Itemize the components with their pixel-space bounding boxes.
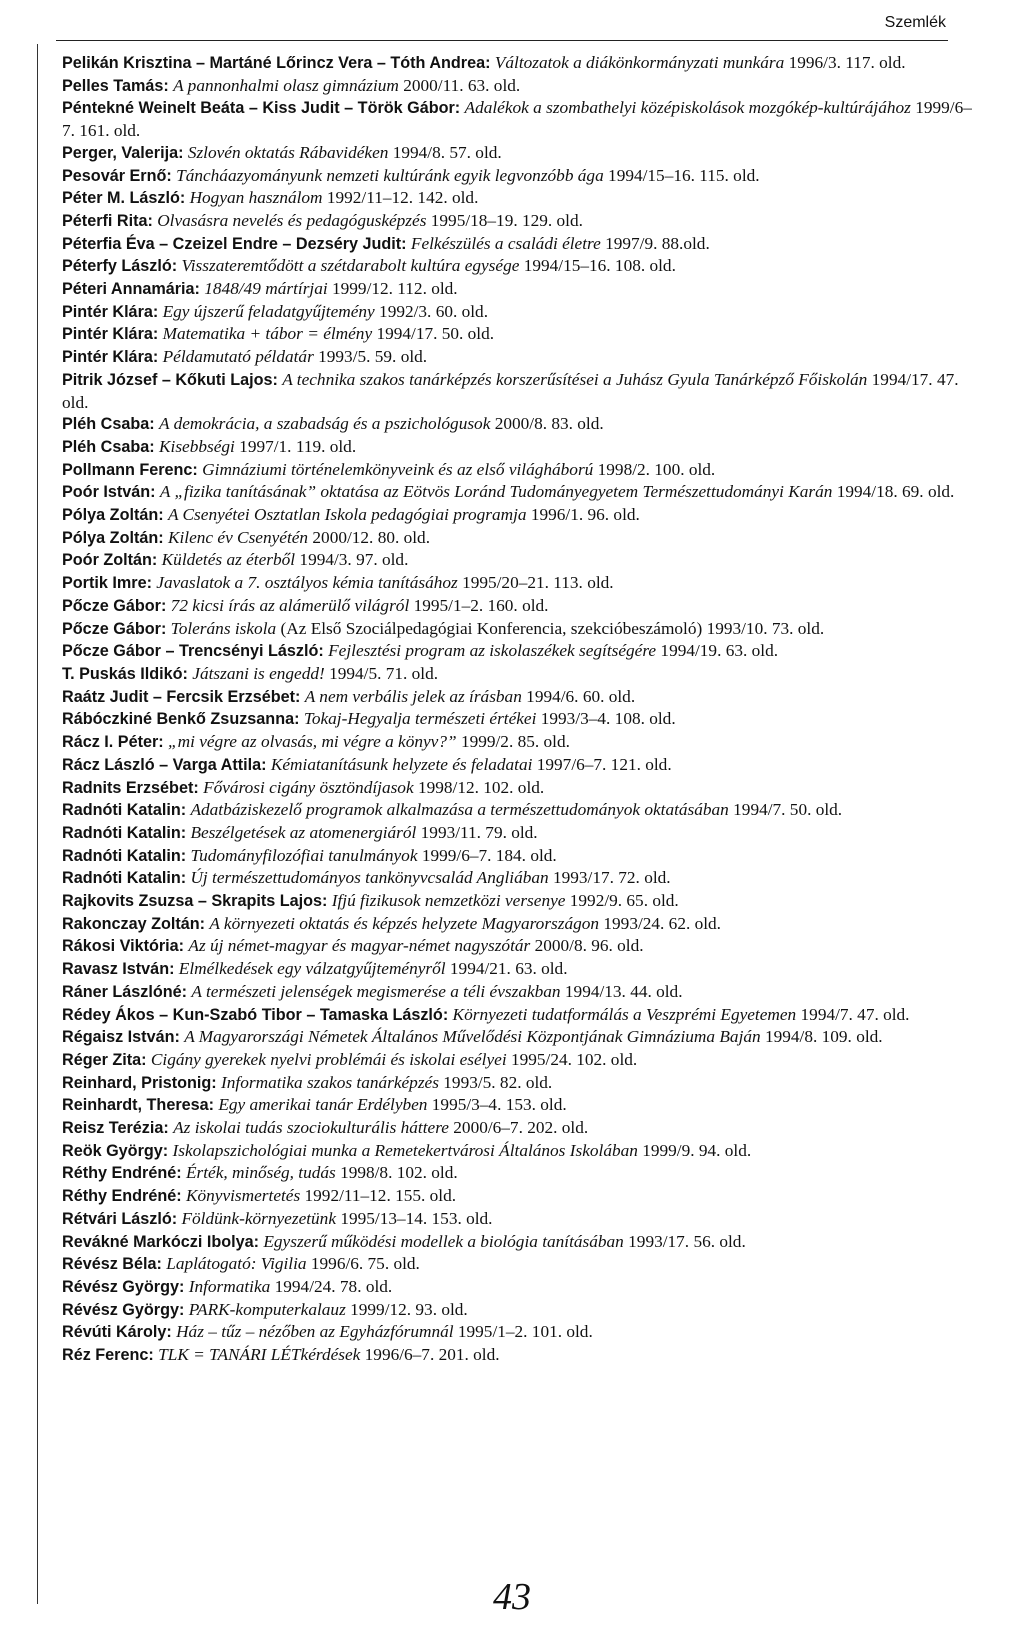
entry-author: Réthy Endréné: [62,1187,182,1206]
entry-author: Révész György: [62,1277,185,1296]
entry-title: A „fizika tanításának” oktatása az Eötvös Loránd Tudományegyetem Természettudományi Karán [159,482,833,502]
entry-reference: 1994/24. 78. old. [274,1276,393,1296]
entry-title: A természeti jelenségek megismerése a téli évszakban [191,981,561,1001]
entry-reference: 2000/8. 83. old. [494,414,604,434]
entry-reference: 1996/1. 96. old. [530,505,640,525]
running-header: Szemlék [884,14,946,31]
entry-reference: 1992/3. 60. old. [379,301,489,321]
bibliography-entry [62,255,982,278]
bibliography-entry [62,777,982,800]
entry-title: A nem verbális jelek az írásban [304,686,522,706]
bibliography-entry [62,1231,982,1254]
entry-reference: 2000/8. 96. old. [534,936,644,956]
entry-title: Kémiatanításunk helyzete és feladatai [270,754,533,774]
entry-author: Péterfi Rita: [62,211,153,230]
entry-title: Beszélgetések az atomenergiáról [190,822,417,842]
entry-reference: 1994/8. 109. old. [764,1027,883,1047]
entry-author: Révész Béla: [62,1255,162,1274]
entry-author: Poór István: [62,483,156,502]
entry-author: Pólya Zoltán: [62,506,164,525]
entry-reference: 1995/13–14. 153. old. [340,1208,493,1228]
bibliography-entry [62,572,982,595]
entry-author: Reisz Terézia: [62,1119,169,1138]
entry-title: Változatok a diákönkormányzati munkára [494,53,785,72]
entry-title: A környezeti oktatás és képzés helyzete Magyarországon [209,913,600,933]
bibliography-entry [62,481,982,504]
entry-title: Játszani is engedd! [192,663,325,683]
bibliography-entry [62,686,982,709]
entry-title: Fejlesztési program az iskolaszékek segítségére [328,641,657,661]
entry-reference: 1993/5. 59. old. [318,347,428,367]
entry-author: Pőcze Gábor – Trencsényi László: [62,642,324,661]
entry-author: Reök György: [62,1141,169,1160]
entry-title: Hogyan használom [189,188,323,208]
bibliography-entry [62,1072,982,1095]
entry-reference: 1998/8. 102. old. [340,1163,458,1183]
entry-reference: 1994/18. 69. old. [836,482,955,502]
entry-title: Az iskolai tudás szociokulturális háttere [173,1118,449,1138]
bibliography-entry [62,754,982,777]
entry-title: Példamutató példatár [162,347,314,367]
entry-reference: 1995/1–2. 101. old. [457,1322,593,1342]
entry-author: Radnits Erzsébet: [62,778,199,797]
entry-reference: 1993/11. 79. old. [420,822,538,842]
entry-reference: 1995/3–4. 153. old. [431,1095,567,1115]
entry-author: Rajkovits Zsuzsa – Skrapits Lajos: [62,892,328,911]
entry-author: Reinhard, Pristonig: [62,1073,217,1092]
entry-reference: 1994/17. 47. old. [62,369,959,412]
bibliography-entry [62,504,982,527]
entry-reference: 1999/6–7. 161. old. [62,98,972,141]
bibliography-entry [62,1321,982,1344]
entry-reference: 1994/8. 57. old. [392,142,502,162]
entry-title: PARK-komputerkalauz [188,1299,346,1319]
entry-author: Pintér Klára: [62,348,159,367]
entry-title: Informatika [188,1276,271,1296]
entry-title: Egy újszerű feladatgyűjtemény [162,301,375,321]
entry-author: Ravasz István: [62,960,175,979]
entry-author: Rakonczay Zoltán: [62,914,206,933]
bibliography-entry [62,1117,982,1140]
entry-reference: 1995/24. 102. old. [510,1049,638,1069]
bibliography-entry [62,663,982,686]
entry-author: Rácz László – Varga Attila: [62,755,267,774]
entry-author: Péntekné Weinelt Beáta – Kiss Judit – Török Gábor: [62,99,461,118]
entry-reference: 1995/18–19. 129. old. [430,210,583,230]
entry-author: Rábóczkiné Benkő Zsuzsanna: [62,710,300,729]
bibliography-entry [62,981,982,1004]
bibliography-entry [62,708,982,731]
header-rule [56,40,948,41]
bibliography-entry [62,346,982,369]
entry-reference: 2000/6–7. 202. old. [453,1118,589,1138]
bibliography-entry [62,1185,982,1208]
entry-title: Tokaj-Hegyalja természeti értékei [303,709,537,729]
entry-author: Révúti Károly: [62,1323,172,1342]
entry-title: TLK = TANÁRI LÉTkérdések [158,1345,361,1365]
entry-author: Rákosi Viktória: [62,937,185,956]
bibliography-entry [62,595,982,618]
bibliography-entry [62,52,982,75]
bibliography-entry [62,413,982,436]
entry-reference: 1998/12. 102. old. [417,777,545,797]
entry-reference: 1993/24. 62. old. [603,913,722,933]
entry-title: Felkészülés a családi életre [410,233,601,253]
entry-title: Egyszerű működési modellek a biológia tanításában [263,1231,624,1251]
entry-reference: 1994/19. 63. old. [660,641,779,661]
entry-title: Környezeti tudatformálás a Veszprémi Egyetemen [452,1004,797,1024]
bibliography-entry [62,799,982,822]
entry-title: Új természettudományos tankönyvcsalád Angliában [190,868,549,888]
entry-author: Reinhardt, Theresa: [62,1096,215,1115]
entry-reference: 1992/11–12. 155. old. [304,1186,457,1206]
bibliography-entry [62,436,982,459]
bibliography-entry [62,640,982,663]
entry-title: A Magyarországi Németek Általános Művelődési Központjának Gimnáziuma Baján [184,1027,761,1047]
entry-author: Pintér Klára: [62,325,159,344]
entry-author: Pesovár Ernő: [62,166,172,185]
bibliography-entry [62,1276,982,1299]
entry-title: Táncháazyományunk nemzeti kultúránk egyik legvonzóbb ága [176,165,604,185]
entry-reference: 1996/6–7. 201. old. [364,1345,500,1365]
entry-title: Toleráns iskola [170,618,277,638]
bibliography-entry [62,618,982,641]
entry-reference: 1993/3–4. 108. old. [540,709,676,729]
entry-author: Péteri Annamária: [62,280,200,299]
entry-author: Pitrik József – Kőkuti Lajos: [62,370,278,389]
entry-reference: 1994/17. 50. old. [376,324,495,344]
entry-reference: 1992/11–12. 142. old. [326,188,479,208]
entry-reference: 1997/1. 119. old. [239,436,357,456]
entry-reference: 1999/2. 85. old. [460,732,570,752]
entry-reference: 1993/17. 56. old. [628,1231,746,1251]
bibliography-entry [62,1208,982,1231]
entry-reference: 1994/13. 44. old. [564,981,683,1001]
entry-author: Pléh Csaba: [62,437,155,456]
entry-title: Szlovén oktatás Rábavidéken [187,142,389,162]
entry-author: Pollmann Ferenc: [62,460,198,479]
entry-title: Adatbáziskezelő programok alkalmazása a természettudományok oktatásában [190,800,729,820]
bibliography-entry [62,527,982,550]
entry-author: Pólya Zoltán: [62,528,164,547]
bibliography-entry [62,97,982,141]
entry-title: „mi végre az olvasás, mi végre a könyv?” [168,732,457,752]
entry-author: Péterfia Éva – Czeizel Endre – Dezséry Judit: [62,234,407,253]
entry-reference: 1994/7. 50. old. [733,800,843,820]
entry-reference: 1996/3. 117. old. [788,53,906,72]
entry-reference: 1994/3. 97. old. [299,550,409,570]
entry-author: Raátz Judit – Fercsik Erzsébet: [62,687,301,706]
entry-reference: 1994/21. 63. old. [449,959,568,979]
entry-author: Radnóti Katalin: [62,823,187,842]
bibliography-entry [62,867,982,890]
bibliography-entry [62,731,982,754]
entry-title: Földünk-környezetünk [181,1208,336,1228]
bibliography-entry [62,142,982,165]
bibliography-entry [62,165,982,188]
entry-reference: 1999/6–7. 184. old. [421,845,557,865]
entry-title: Ház – tűz – nézőben az Egyházfórumnál [176,1322,454,1342]
entry-reference: 1995/20–21. 113. old. [462,573,614,593]
entry-author: Révész György: [62,1300,185,1319]
entry-title: Elmélkedések egy válzatgyűjteményről [178,959,446,979]
entry-title: Iskolapszichológiai munka a Remetekertvárosi Általános Iskolában [172,1140,638,1160]
entry-reference: 1992/9. 65. old. [569,891,679,911]
bibliography-entry [62,1162,982,1185]
bibliography-entry [62,1140,982,1163]
entry-author: Pőcze Gábor: [62,619,167,638]
entry-author: Rédey Ákos – Kun-Szabó Tibor – Tamaska László: [62,1005,449,1024]
bibliography-entry [62,1299,982,1322]
bibliography-entry [62,233,982,256]
page-number: 43 [493,1576,531,1618]
bibliography-entry [62,1344,982,1367]
entry-title: A Csenyétei Osztatlan Iskola pedagógiai programja [167,505,527,525]
entry-reference: 1999/12. 93. old. [350,1299,468,1319]
entry-title: Olvasásra nevelés és pedagógusképzés [157,210,427,230]
entry-title: Laplátogató: Vigilia [166,1254,307,1274]
bibliography-entry [62,958,982,981]
bibliography-entry [62,1026,982,1049]
entry-title: A technika szakos tanárképzés korszerűsítései a Juhász Gyula Tanárképző Főiskolán [282,369,868,389]
bibliography-entry [62,1094,982,1117]
entry-author: Radnóti Katalin: [62,869,187,888]
entry-reference: 1994/5. 71. old. [329,663,439,683]
entry-reference: 1994/15–16. 115. old. [608,165,760,185]
entry-title: Könyvismertetés [185,1186,301,1206]
entry-reference: 2000/11. 63. old. [403,75,521,95]
entry-reference: 1997/9. 88.old. [605,233,710,253]
entry-title: Kilenc év Csenyétén [167,527,309,547]
bibliography-entry [62,278,982,301]
entry-author: Pintér Klára: [62,302,159,321]
entry-author: Péter M. László: [62,189,186,208]
entry-author: Régaisz István: [62,1028,180,1047]
entry-reference: 1993/5. 82. old. [443,1072,553,1092]
entry-author: Péterfy László: [62,257,178,276]
entry-reference: 1996/6. 75. old. [310,1254,420,1274]
entry-title: Cigány gyerekek nyelvi problémái és iskolai esélyei [150,1049,507,1069]
entry-title: Érték, minőség, tudás [185,1163,336,1183]
entry-reference: 1994/7. 47. old. [800,1004,910,1024]
bibliography-entry [62,845,982,868]
entry-reference: 1999/12. 112. old. [332,279,458,299]
entry-author: Ráner Lászlóné: [62,982,188,1001]
entry-author: Réthy Endréné: [62,1164,182,1183]
entry-title: A pannonhalmi olasz gimnázium [173,75,399,95]
entry-author: T. Puskás Ildikó: [62,664,188,683]
bibliography-entry [62,1004,982,1027]
entry-reference: 2000/12. 80. old. [312,527,431,547]
bibliography-entry [62,913,982,936]
entry-title: Fővárosi cigány ösztöndíjasok [203,777,414,797]
entry-title: Informatika szakos tanárképzés [221,1072,439,1092]
entry-author: Rétvári László: [62,1209,178,1228]
margin-line [37,44,38,1604]
bibliography-entry [62,549,982,572]
entry-author: Réz Ferenc: [62,1346,154,1365]
entry-author: Pelikán Krisztina – Martáné Lőrincz Vera – Tóth Andrea: [62,54,491,72]
entry-author: Portik Imre: [62,574,152,593]
entry-title: 72 kicsi írás az alámerülő világról [170,595,410,615]
bibliography-entry [62,1253,982,1276]
entry-author: Pléh Csaba: [62,415,155,434]
entry-reference: 1993/17. 72. old. [552,868,671,888]
entry-reference: 1997/6–7. 121. old. [536,754,672,774]
entry-reference: 1994/6. 60. old. [526,686,636,706]
entry-author: Réger Zita: [62,1050,147,1069]
bibliography-entry [62,187,982,210]
bibliography-entry [62,935,982,958]
entry-reference: (Az Első Szociálpedagógiai Konferencia, szekcióbeszámoló) 1993/10. 73. old. [280,618,825,638]
bibliography-entry [62,323,982,346]
entry-title: Ifjú fizikusok nemzetközi versenye [331,891,566,911]
entry-title: A demokrácia, a szabadság és a pszichológusok [159,414,491,434]
bibliography-entry [62,210,982,233]
entry-author: Radnóti Katalin: [62,801,187,820]
entry-author: Pelles Tamás: [62,76,169,95]
entry-reference: 1998/2. 100. old. [597,459,716,479]
entry-title: Javaslatok a 7. osztályos kémia tanításához [156,573,458,593]
entry-author: Poór Zoltán: [62,551,158,570]
entry-title: Küldetés az éterből [161,550,296,570]
bibliography-list [62,52,982,1367]
entry-title: Kisebbségi [159,436,235,456]
entry-title: Az új német-magyar és magyar-német nagyszótár [188,936,531,956]
entry-title: Gimnáziumi történelemkönyveink és az első világháború [202,459,594,479]
bibliography-entry [62,822,982,845]
entry-reference: 1999/9. 94. old. [642,1140,752,1160]
entry-reference: 1995/1–2. 160. old. [413,595,549,615]
bibliography-entry [62,301,982,324]
entry-title: 1848/49 mártírjai [204,279,328,299]
bibliography-entry [62,369,982,413]
entry-reference: 1994/15–16. 108. old. [523,256,676,276]
bibliography-entry [62,75,982,98]
bibliography-entry [62,890,982,913]
entry-title: Matematika + tábor = élmény [162,324,373,344]
entry-author: Revákné Markóczi Ibolya: [62,1232,260,1251]
bibliography-entry [62,459,982,482]
entry-title: Tudományfilozófiai tanulmányok [190,845,418,865]
entry-title: Adalékok a szombathelyi középiskolások mozgókép-kultúrájához [464,98,911,118]
entry-author: Pőcze Gábor: [62,596,167,615]
entry-title: Egy amerikai tanár Erdélyben [218,1095,428,1115]
entry-author: Perger, Valerija: [62,143,184,162]
entry-author: Rácz I. Péter: [62,733,164,752]
entry-author: Radnóti Katalin: [62,846,187,865]
entry-title: Visszateremtődött a szétdarabolt kultúra egysége [181,256,520,276]
bibliography-entry [62,1049,982,1072]
